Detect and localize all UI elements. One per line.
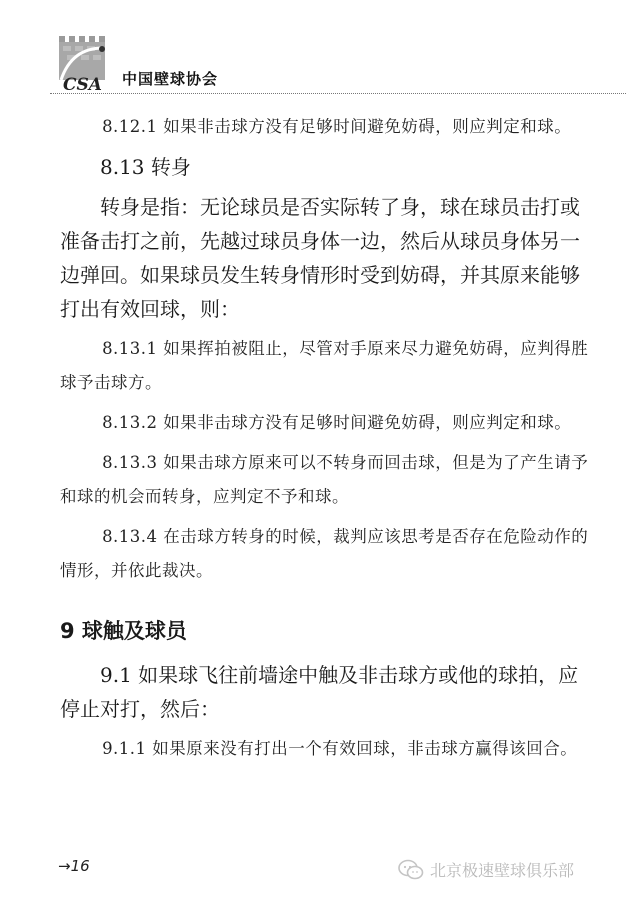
document-body (60, 110, 590, 766)
org-name: 中国壁球协会 (122, 70, 219, 88)
page-header (0, 0, 640, 98)
clause-9-1-1: 9.1.1 如果原来没有打出一个有效回球，非击球方赢得该回合。 (102, 739, 578, 758)
section-9-title: 9 球触及球员 (60, 619, 187, 643)
clause-8-13-heading: 8.13 转身 (100, 155, 191, 179)
turning-definition: 转身是指：无论球员是否实际转了身，球在球员击打或准备击打之前，先越过球员身体一边，然后从球员身体另一边弹回。如果球员发生转身情形时受到妨碍，并其原来能够打出有效回球，则： (60, 195, 580, 321)
clause-8-13-4: 8.13.4 在击球方转身的时候，裁判应该思考是否存在危险动作的情形，并依此裁决。 (60, 527, 589, 580)
logo-text: CSA (63, 75, 102, 92)
wechat-icon (398, 859, 424, 881)
clause-8-13-1: 8.13.1 如果挥拍被阻止，尽管对手原来尽力避免妨碍，应判得胜球予击球方。 (60, 339, 589, 392)
clause-8-12-1: 8.12.1 如果非击球方没有足够时间避免妨碍，则应判定和球。 (102, 117, 572, 136)
watermark-text: 北京极速壁球俱乐部 (430, 861, 575, 880)
clause-8-13-3: 8.13.3 如果击球方原来可以不转身而回击球，但是为了产生请予和球的机会而转身，应判定不予和球。 (60, 453, 589, 506)
header-divider (50, 93, 626, 94)
watermark (398, 858, 574, 881)
csa-logo-icon (55, 36, 113, 92)
clause-8-13-2: 8.13.2 如果非击球方没有足够时间避免妨碍，则应判定和球。 (102, 413, 572, 432)
page-number: →16 (58, 857, 90, 875)
clause-9-1: 9.1 如果球飞往前墙途中触及非击球方或他的球拍，应停止对打，然后： (60, 663, 579, 721)
